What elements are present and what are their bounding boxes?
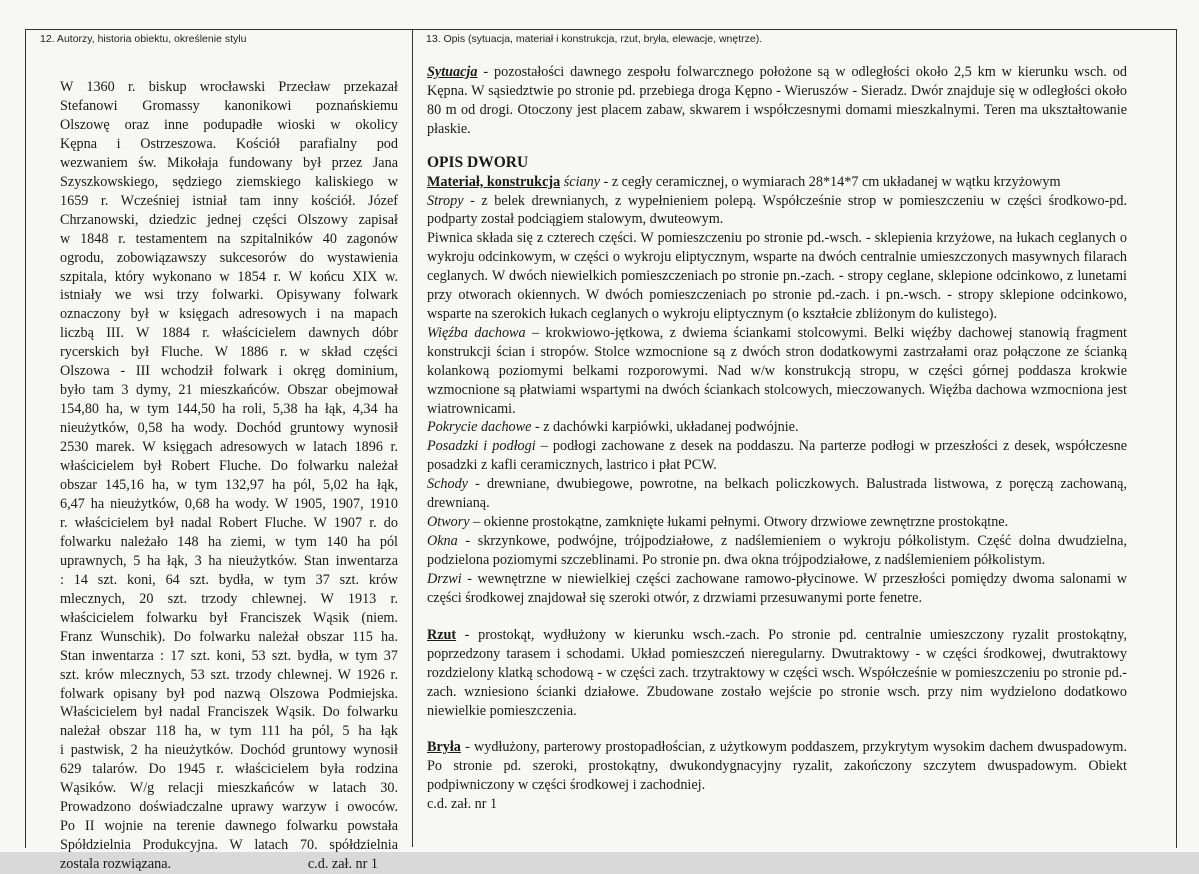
spacer [427,607,1127,626]
history-line: było tam 3 dymy, 21 mieszkańców. Obszar obejmował [60,382,398,399]
okna-text: - skrzynkowe, podwójne, trójpodziałowe, z nadślemieniem o wykroju półkolistym. Część dolna dwudzielna, podzielona poziomymi szczeblinami. Po stronie pn. dwa okna trójpodziałowe, z nadślemieniem półkolistym. [427,532,1127,568]
bryla-paragraph [427,738,1127,795]
history-text [60,78,398,874]
history-line: właścicielem folwarku był Franciszek Wąsik (niem. [60,609,398,626]
history-line: wezwaniem św. Mikołaja fundowany był przez Jana [60,154,398,171]
okna-label: Okna [427,532,458,549]
history-line: Olszowa - III wchodził folwark i okręg dominium, [60,363,398,380]
material-paragraph [427,173,1127,192]
history-line: : 14 szt. koni, 64 szt. bydła, w tym 37 szt. krów [60,571,398,588]
history-line: Chrzanowski, dziedzic jednej części Olszowy zapisał [60,211,398,228]
history-line: szpitala, który wykonano w 1854 r. W końcu XIX w. [60,268,398,285]
wiezba-paragraph [427,324,1127,419]
history-line: mlecznych, 20 szt. trzody chlewnej. W 1913 r. [60,590,398,607]
otwory-label: Otwory [427,513,470,530]
pokrycie-text: - z dachówki karpiówki, układanej podwójnie. [531,419,799,436]
history-line: Spółdzielnia Produkcyjna. W latach 70. spółdzielnia [60,837,398,854]
drzwi-text: - wewnętrzne w niewielkiej części zachowane ramowo-płycinowe. W przeszłości pomiędzy dwoma salonami w części środkowej znajdował się szeroki otwór, z drzwiami przesuwanymi porte fenetre. [427,570,1127,606]
history-line: należał obszar 118 ha, w tym 111 ha pól, 5 ha łąk [60,723,398,740]
history-line: i pastwisk, 2 ha nieużytków. Dochód gruntowy wynosił [60,742,398,759]
description-text [427,63,1127,814]
stropy-text: - z belek drewnianych, z wypełnieniem polepą. Współcześnie strop w pomieszczeniu w części środkowo-pd. podparty został podciągiem stalowym, dwuteowym. [427,192,1127,228]
history-line: Stefanowi Gromassy kanonikowi poznańskiemu [60,97,398,114]
sytuacja-label: Sytuacja [427,64,478,80]
sytuacja-text: - pozostałości dawnego zespołu folwarcznego położone są w odległości około 2,5 km w kierunku wsch. od Kępna. W sąsiedztwie po stronie pd. przebiega droga Kępno - Wieruszów - Sieradz. Dwór znajduje się w odległości około 80 m od drogi. Otoczony jest placem zabaw, skwarem i współczesnymi domami mieszkalnymi. Teren ma ukształtowanie płaskie. [427,64,1127,137]
drzwi-paragraph [427,570,1127,608]
drzwi-label: Drzwi [427,570,462,587]
history-line: uprawnych, 5 ha łąk, 3 ha nieużytków. Stan inwentarza [60,552,398,569]
history-line: ogrodu, zobowiązawszy sukcesorów do wystawienia [60,249,398,266]
history-line: w 1848 r. testamentem na szpitalników 40 zagonów [60,230,398,247]
stropy-paragraph [427,192,1127,230]
history-line: folwarku należało 148 ha ziemi, w tym 140 ha pól [60,533,398,550]
history-line: W 1360 r. biskup wrocławski Przecław przekazał [60,79,398,95]
wiezba-text: – krokwiowo-jętkowa, z dwiema ściankami stolcowymi. Belki więźby dachowej stanowią fragment konstrukcji ścian i stropów. Stolce wzmocnione są z dwóch stron dodatkowymi zastrzałami oraz połączone ze ścianką kolankową poziomymi belkami rozporowymi. Nad w/w konstrukcją stropu, w części górnej poddasza krokwie wzmocnione są płatwiami wspartymi na dwóch ściankach stolcowych, mieczowanych. Więźba dachowa wzmocniona jest wiatrownicami. [427,324,1127,417]
rzut-text: - prostokąt, wydłużony w kierunku wsch.-zach. Po stronie pd. centralnie umieszczony ryzalit prostokątny, poprzedzony tarasem i schodami. Układ pomieszczeń nieregularny. Dwutraktowy - w części środkowej, dwutraktowy rozdzielony klatką schodową - w części zach. trzytraktowy w części wsch. Współcześnie w pomieszczeniu po stronie pd.-zach. wzniesiono ścianki działowe. Zbudowane zostało wejście po stronie wsch. przy nim wydzielono dodatkowo niewielkie pomieszczenia. [427,627,1127,720]
material-label: Materiał, konstrukcja [427,173,561,190]
otwory-paragraph [427,513,1127,532]
history-line: Szyszkowskiego, sędziego ziemskiego kaliskiego w [60,173,398,190]
history-closing-text: zostala rozwiązana. [60,856,172,873]
piwnica-paragraph: Piwnica składa się z czterech części. W pomieszczeniu po stronie pd.-wsch. - sklepienia krzyżowe, na łukach ceglanych o wykroju odcinkowym, w części o wykroju eliptycznym, wsparte na dwóch centralnie umieszczonych masywnych filarach ceglanych. W dwóch niewielkich pomieszczeniach po stronie pn.-zach. - stropy ceglane, sklepione odcinkowo, z lunetami przy otworach okiennych. W dwóch pomieszczeniach po stronie pd.-zach. i pn.-wsch. - stropy sklepione odcinkowo, wsparte na szerokich łukach ceglanych o wykroju eliptycznym (o kształcie zbliżonym do kulistego). [427,230,1127,322]
history-line: 6,47 ha nieużytków, 0,68 ha wody. W 1905, 1907, 1910 [60,495,398,512]
schody-paragraph [427,475,1127,513]
history-line: Po II wojnie na terenie dawnego folwarku powstała [60,818,398,835]
history-line: szt. krów mlecznych, 53 szt. trzody chlewnej. W 1926 r. [60,666,398,683]
history-line: Stan inwentarza : 17 szt. koni, 53 szt. bydła, w tym 37 [60,647,398,664]
history-line: Olszowę oraz inne podupadłe wioski w okolicy [60,116,398,133]
schody-label: Schody [427,476,468,493]
history-line: 154,80 ha, w tym 144,50 ha roli, 5,38 ha łąk, 4,34 ha [60,401,398,418]
continuation-note-right: c.d. zał. nr 1 [427,795,498,812]
history-line: Franz Wunschik). Do folwarku należał obszar 115 ha. [60,628,398,645]
history-line: istniały we wsi trzy folwarki. Opisywany folwark [60,287,398,304]
history-line: właścicielem był Robert Fluche. Do folwarku należał [60,458,398,475]
history-last-line [60,855,398,874]
bryla-text: - wydłużony, parterowy prostopadłościan, z użytkowym poddaszem, przykrytym wysokim dachem dwuspadowym. Po stronie pd. szeroki, prostokątny, dwukondygnacyjny ryzalit, zakończony szczytem dwuspadowym. Obiekt podpiwniczony w części środkowej i zachodniej. [427,739,1127,793]
sciany-label: ściany [563,173,600,190]
sciany-text: - z cegły ceramicznej, o wymiarach 28*14*7 cm układanej w wątku krzyżowym [600,173,1061,190]
schody-text: - drewniane, dwubiegowe, powrotne, na belkach policzkowych. Balustrada listwowa, z poręczą zachowaną, drewnianą. [427,476,1127,512]
pokrycie-paragraph [427,418,1127,437]
history-line: Prowadzono doświadczalne uprawy warzyw i owoców. [60,799,398,816]
okna-paragraph [427,532,1127,570]
history-line: rycerskich był Fluche. W 1886 r. w skład części [60,344,398,361]
history-line: Kępna i Ostrzeszowa. Kościół parafialny pod [60,135,398,152]
history-line: nieużytków, 0,58 ha wody. Dochód gruntowy wynosił [60,420,398,437]
posadzki-label: Posadzki i podłogi [427,438,536,455]
spacer [427,721,1127,738]
wiezba-label: Więźba dachowa [427,324,526,341]
history-line: liczbą III. W 1884 r. właścicielem dawnych dóbr [60,325,398,342]
rzut-paragraph [427,626,1127,721]
column-divider [412,29,413,847]
history-line: 2530 marek. W księgach adresowych w latach 1896 r. [60,439,398,456]
section-12-header: 12. Autorzy, historia obiektu, określenie stylu [40,33,247,45]
rzut-label: Rzut [427,627,457,644]
history-line: Wąsików. W/g relacji mieszkańców w latach 30. [60,780,398,797]
posadzki-paragraph [427,437,1127,475]
continuation-note-left: c.d. zał. nr 1 [307,856,378,873]
stropy-label: Stropy [427,192,464,209]
otwory-text: – okienne prostokątne, zamknięte łukami pełnymi. Otwory drzwiowe zewnętrzne prostokątne. [469,513,1009,530]
history-line: 629 talarów. Do 1945 r. właścicielem była rodzina [60,761,398,778]
posadzki-text: – podłogi zachowane z desek na poddaszu. Na parterze podłogi w przeszłości z desek, współczesne posadzki z kafli ceramicznych, lastrico i płat PCW. [427,438,1127,474]
opis-dworu-heading: OPIS DWORU [427,153,529,171]
pokrycie-label: Pokrycie dachowe [427,419,532,436]
history-line: folwark opisany był pod nazwą Olszowa Podmiejska. [60,685,398,702]
history-line: oznaczony był w księgach adresowych i na mapach [60,306,398,323]
history-line: Właścicielem był nadal Franciszek Wąsik. Do folwarku [60,704,398,721]
section-13-header: 13. Opis (sytuacja, materiał i konstrukcja, rzut, bryła, elewacje, wnętrze). [426,33,763,45]
history-line: 1659 r. Wcześniej istniał tam inny kościół. Józef [60,192,398,209]
bryla-label: Bryła [427,739,461,755]
history-line: obszar 145,16 ha, w tym 132,97 ha pól, 5,02 ha łąk, [60,477,398,494]
sytuacja-paragraph [427,63,1127,139]
history-line: r. właścicielem był nadal Robert Fluche. W 1907 r. do [60,514,398,531]
